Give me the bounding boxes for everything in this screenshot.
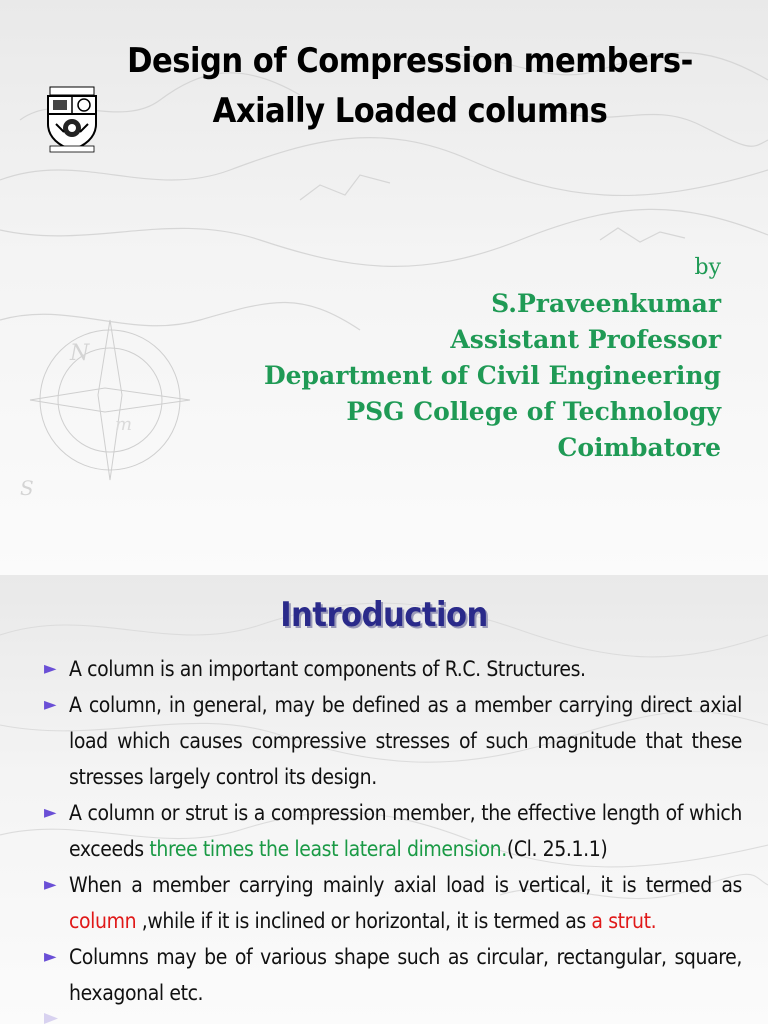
bullet-text: ,while if it is inclined or horizontal, it is termed as [136,909,592,933]
bullet-item [44,867,742,939]
bullet-arrow-icon: ► [44,802,57,823]
svg-text:N: N [70,341,90,366]
svg-text:m: m [115,414,133,435]
bullet-text: A column is an important components of R.C. Structures. [69,657,586,681]
bullet-text: A column, in general, may be defined as a member carrying direct axial load which causes compressive stresses of such magnitude that these stresses largely control its design. [69,693,742,789]
bullet-arrow-icon: ► [44,946,57,967]
faded-bullet-arrow-icon [44,1013,58,1024]
slide-title [120,36,700,136]
author-department: Department of Civil Engineering [263,361,721,390]
intro-heading: Introduction [280,595,488,635]
bullet-item [44,939,742,1011]
highlight-green-text: three times the least lateral dimension. [149,837,507,861]
title-line-1: Design of Compression members- [127,41,693,81]
by-label: by [694,255,721,280]
bullet-text: Columns may be of various shape such as circular, rectangular, square, hexagonal etc. [69,945,742,1005]
bullet-arrow-icon: ► [44,658,57,679]
bullet-item [44,795,742,867]
author-name: S.Praveenkumar [491,289,721,318]
bullet-text: A column or strut is a compression member, the effective length of which exceeds [69,801,742,861]
svg-text:S: S [20,476,34,500]
highlight-red-text: a strut. [591,909,657,933]
clause-reference: (Cl. 25.1.1) [506,837,608,861]
bullet-list [44,651,742,1011]
college-logo [44,84,100,154]
highlight-red-text: column [69,909,137,933]
author-block [201,250,721,466]
author-city: Coimbatore [557,433,721,462]
author-position: Assistant Professor [450,325,721,354]
title-line-2: Axially Loaded columns [212,91,608,131]
bullet-item [44,687,742,795]
introduction-slide [0,575,768,1024]
bullet-text: When a member carrying mainly axial load is vertical, it is termed as [69,873,742,897]
bullet-arrow-icon: ► [44,694,57,715]
bullet-arrow-icon: ► [44,874,57,895]
author-college: PSG College of Technology [346,397,721,426]
bullet-item [44,651,742,687]
